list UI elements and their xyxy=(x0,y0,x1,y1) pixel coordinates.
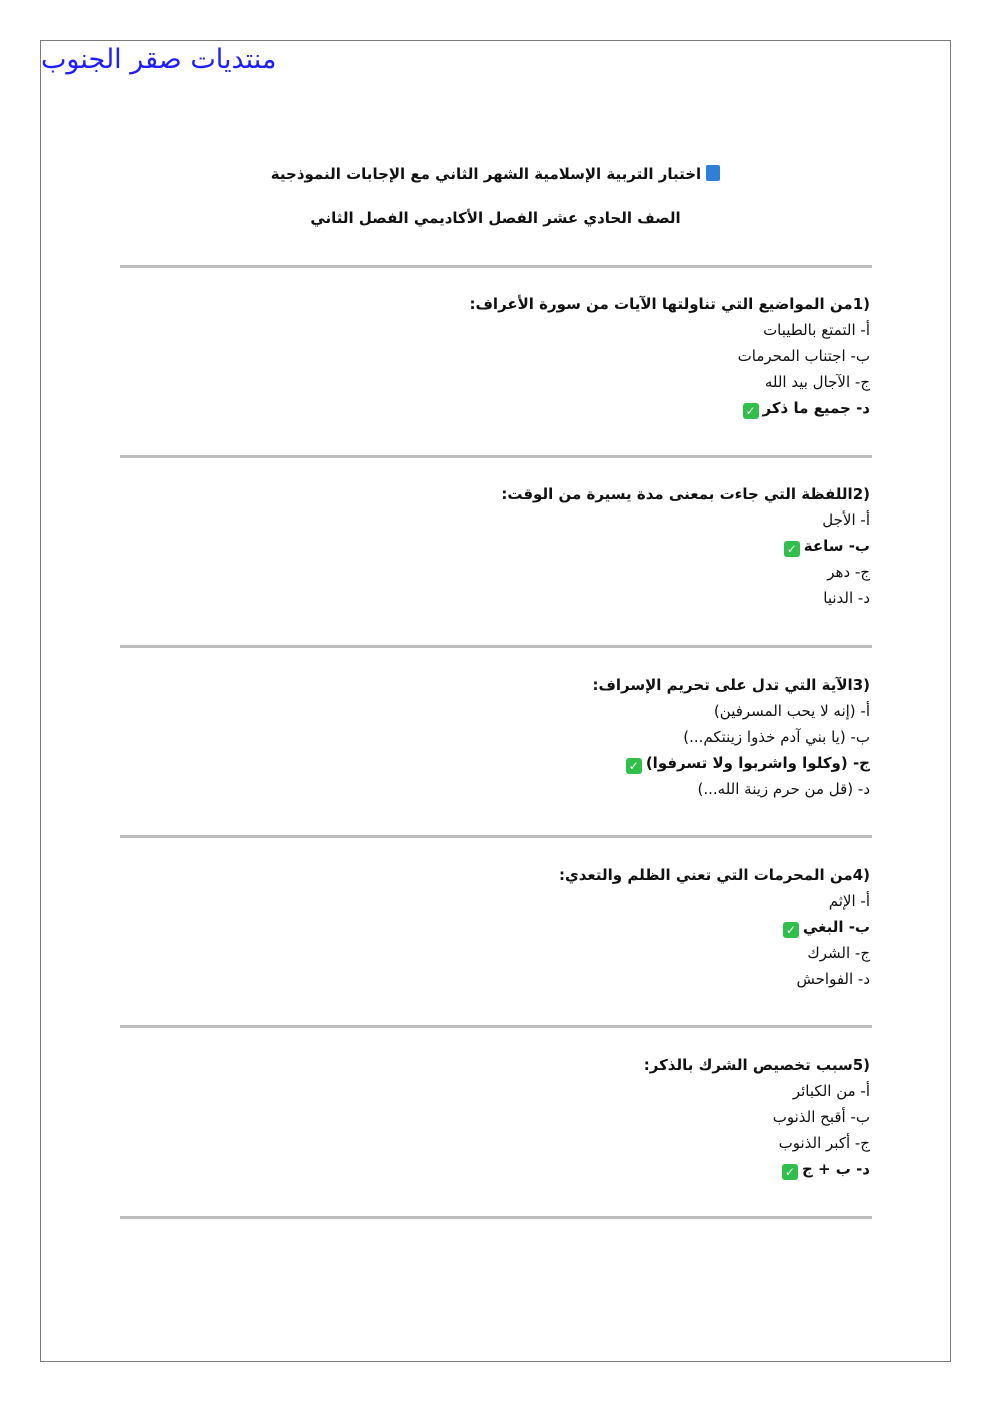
option: ج- دهر xyxy=(827,563,870,581)
divider xyxy=(120,455,872,458)
check-icon: ✓ xyxy=(783,922,799,938)
quiz-title xyxy=(41,165,950,183)
book-icon xyxy=(706,165,720,181)
quiz-subtitle: الصف الحادي عشر الفصل الأكاديمي الفصل الثاني xyxy=(310,209,681,227)
option: أ- الإثم xyxy=(828,892,870,910)
option: د- (قل من حرم زينة الله...) xyxy=(697,780,870,798)
option: ب- أقبح الذنوب xyxy=(772,1108,870,1126)
correct-option xyxy=(170,914,870,940)
option-text: ب- ساعة xyxy=(803,537,870,555)
question-text: (3الآية التي تدل على تحريم الإسراف: xyxy=(592,676,870,694)
check-icon: ✓ xyxy=(743,403,759,419)
check-icon: ✓ xyxy=(626,758,642,774)
question-5 xyxy=(170,1052,870,1182)
option: د- الفواحش xyxy=(796,970,870,988)
option: أ- (إنه لا يحب المسرفين) xyxy=(713,702,870,720)
divider xyxy=(120,1216,872,1219)
correct-option xyxy=(170,395,870,421)
quiz-title-text: اختبار التربية الإسلامية الشهر الثاني مع الإجابات النموذجية xyxy=(270,165,702,183)
site-name: منتديات صقر الجنوب xyxy=(41,44,277,75)
option: أ- التمتع بالطيبات xyxy=(763,321,870,339)
option: ج- الآجال بيد الله xyxy=(764,373,870,391)
check-icon: ✓ xyxy=(782,1164,798,1180)
option-text: د- ب + ج xyxy=(801,1160,870,1178)
option-text: ج- (وكلوا واشربوا ولا تسرفوا) xyxy=(645,754,870,772)
option: ب- (يا بني آدم خذوا زينتكم...) xyxy=(683,728,870,746)
option-text: د- جميع ما ذكر xyxy=(762,399,870,417)
question-2 xyxy=(170,481,870,611)
page-frame xyxy=(40,40,951,1362)
option: ب- اجتناب المحرمات xyxy=(737,347,870,365)
option: أ- الأجل xyxy=(822,511,870,529)
question-1 xyxy=(170,291,870,421)
divider xyxy=(120,1025,872,1028)
divider xyxy=(120,645,872,648)
question-text: (4من المحرمات التي تعني الظلم والتعدي: xyxy=(559,866,870,884)
option: د- الدنيا xyxy=(823,589,870,607)
divider xyxy=(120,265,872,268)
question-4 xyxy=(170,862,870,992)
correct-option xyxy=(170,533,870,559)
option: ج- الشرك xyxy=(807,944,870,962)
option: ج- أكبر الذنوب xyxy=(778,1134,870,1152)
option-text: ب- البغي xyxy=(802,918,870,936)
question-text: (2اللفظة التي جاءت بمعنى مدة يسيرة من الوقت: xyxy=(501,485,870,503)
check-icon: ✓ xyxy=(784,541,800,557)
question-text: (1من المواضيع التي تناولتها الآيات من سورة الأعراف: xyxy=(469,295,870,313)
correct-option xyxy=(170,1156,870,1182)
correct-option xyxy=(170,750,870,776)
question-3 xyxy=(170,672,870,802)
option: أ- من الكبائر xyxy=(792,1082,870,1100)
divider xyxy=(120,835,872,838)
question-text: (5سبب تخصيص الشرك بالذكر: xyxy=(643,1056,870,1074)
